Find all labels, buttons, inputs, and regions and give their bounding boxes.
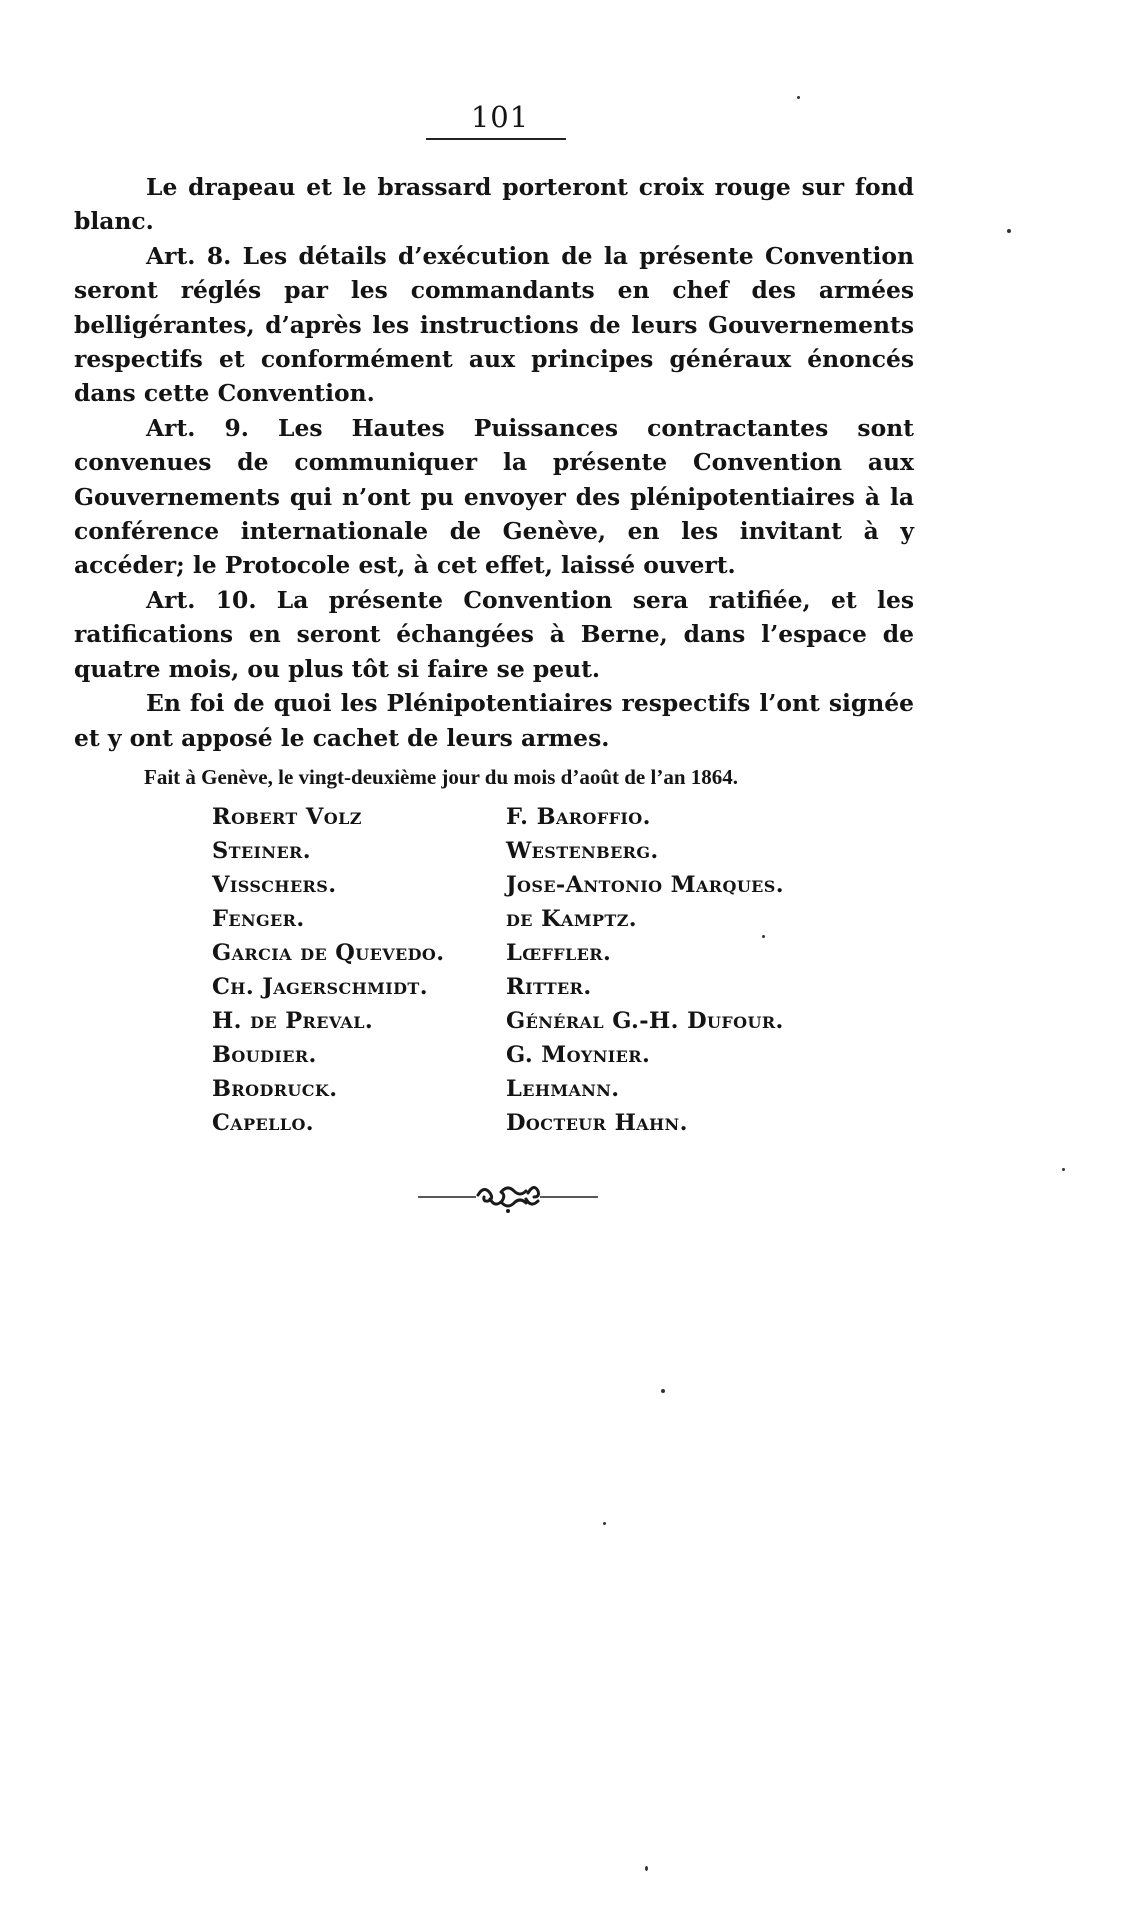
paper-speck — [603, 1522, 606, 1525]
paragraph-attestation: En foi de quoi les Plénipotentiaires respectifs l’ont signée et y ont apposé le cachet de leurs armes. — [74, 689, 914, 752]
signatory: Docteur Hahn. — [506, 1110, 688, 1136]
signatory: Brodruck. — [212, 1076, 338, 1102]
signatories-right — [506, 800, 784, 1140]
signatory: Jose-Antonio Marques. — [506, 872, 784, 898]
paragraph-art-8: Art. 8. Les détails d’exécution de la présente Convention seront réglés par les commandants en chef des armées belligérantes, d’après les instructions de leurs Gouvernements respectifs et conformément aux principes généraux énoncés dans cette Convention. — [74, 241, 914, 408]
signatory: Westenberg. — [506, 838, 659, 864]
paper-speck — [1007, 229, 1011, 233]
paragraph-art-9: Art. 9. Les Hautes Puissances contractantes sont convenues de communiquer la présente Convention aux Gouvernements qui n’ont pu envoyer des plénipotentiaires à la conférence internationale de Genève, en les invitant à y accéder; le Protocole est, à cet effet, laissé ouvert. — [74, 413, 914, 580]
signatory: Visschers. — [212, 872, 337, 898]
signatories-left — [212, 800, 445, 1140]
signatory: Robert Volz — [212, 804, 362, 830]
convention-text — [74, 170, 914, 755]
signatory: Fenger. — [212, 906, 305, 932]
signatory: Boudier. — [212, 1042, 317, 1068]
signatory: Steiner. — [212, 838, 311, 864]
paper-speck — [1062, 1168, 1065, 1171]
signatory: Ch. Jagerschmidt. — [212, 974, 428, 1000]
signatory: H. de Preval. — [212, 1008, 374, 1034]
paragraph-flag: Le drapeau et le brassard porteront croix rouge sur fond blanc. — [74, 173, 914, 236]
paper-speck — [797, 96, 800, 99]
paper-speck — [762, 935, 765, 938]
signatory: Ritter. — [506, 974, 592, 1000]
signatory: F. Baroffio. — [506, 804, 651, 830]
signatory: Lehmann. — [506, 1076, 620, 1102]
signatory: G. Moynier. — [506, 1042, 651, 1068]
paragraph-art-10: Art. 10. La présente Convention sera ratifiée, et les ratifications en seront échangées à Berne, dans l’espace de quatre mois, ou plus tôt si faire se peut. — [74, 585, 914, 683]
signatory: de Kamptz. — [506, 906, 638, 932]
date-line: Fait à Genève, le vingt-deuxième jour du mois d’août de l’an 1864. — [144, 765, 739, 789]
signatory: Général G.-H. Dufour. — [506, 1008, 784, 1034]
signatory: Lœffler. — [506, 940, 612, 966]
paper-speck — [661, 1389, 665, 1393]
signatory: Capello. — [212, 1110, 315, 1136]
ornament-divider-icon — [418, 1177, 598, 1217]
page-number-rule — [426, 138, 566, 140]
paper-speck — [645, 1866, 648, 1871]
page-number: 101 — [470, 100, 530, 134]
signatory: Garcia de Quevedo. — [212, 940, 445, 966]
